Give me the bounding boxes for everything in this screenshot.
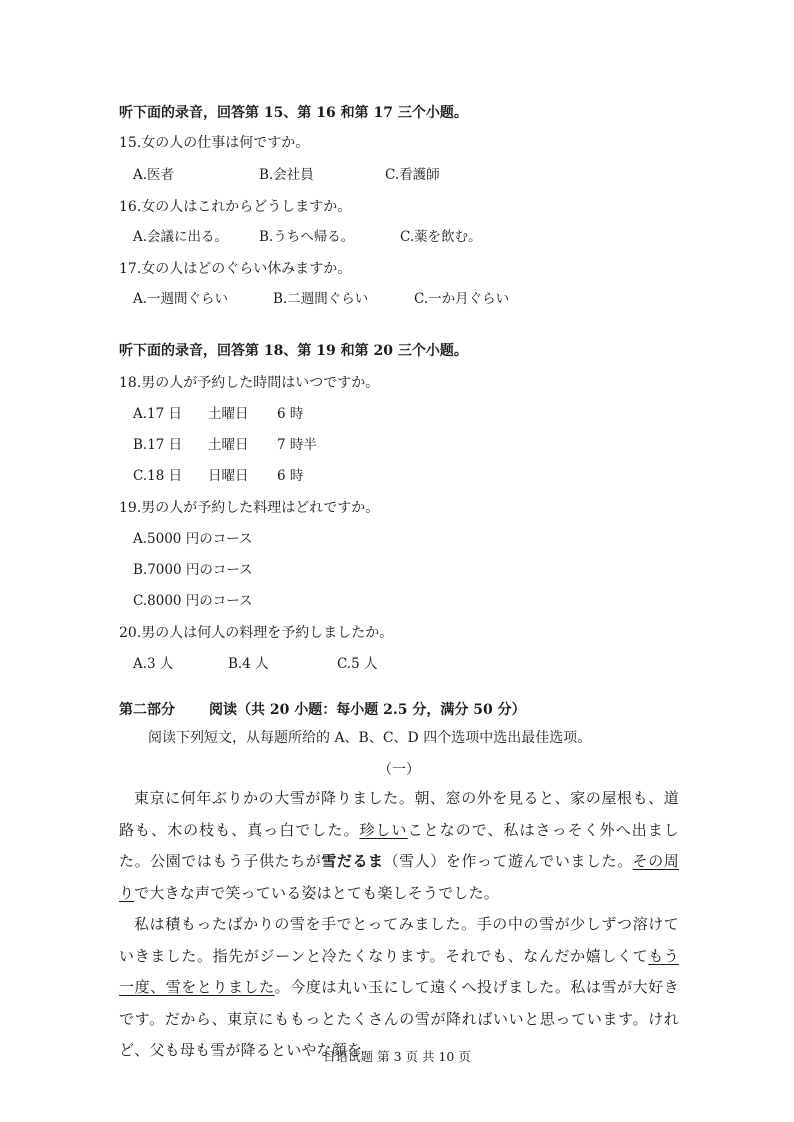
question-17-option-b: B.二週間ぐらい bbox=[273, 291, 369, 307]
question-20-stem: 20.男の人は何人の料理を予約しましたか。 bbox=[119, 625, 394, 641]
question-17-stem: 17.女の人はどのぐらい休みますか。 bbox=[119, 261, 352, 277]
question-18-option-a-day: 土曜日 bbox=[208, 406, 249, 422]
paragraph-1-text-2: ことなので、私はさっそく外へ出ました。公園ではもう子供たちが bbox=[119, 820, 679, 870]
question-18-option-c-time: 6 時 bbox=[277, 468, 304, 484]
reading-instruction: 阅读下列短文，从每题所给的 A、B、C、D 四个选项中选出最佳选项。 bbox=[148, 730, 592, 746]
question-16-option-b: B.うちへ帰る。 bbox=[259, 229, 355, 245]
part-heading-label: 第二部分 bbox=[119, 702, 175, 718]
question-19-option-c: C.8000 円のコース bbox=[133, 593, 253, 609]
question-15-option-c: C.看護師 bbox=[385, 167, 440, 183]
passage-number: （一） bbox=[378, 762, 420, 778]
question-20-option-a: A.3 人 bbox=[133, 656, 174, 672]
question-17-option-c: C.一か月ぐらい bbox=[414, 291, 510, 307]
question-19-option-b: B.7000 円のコース bbox=[133, 562, 253, 578]
question-20-option-c: C.5 人 bbox=[337, 656, 378, 672]
passage-paragraph-2 bbox=[119, 909, 679, 1067]
paragraph-1-text-1: 東京に何年ぶりかの大雪が降りました。朝、窓の外を見ると、家の屋根も、道路も、木の枝も、真っ白でした。 bbox=[119, 789, 679, 839]
underlined-phrase-sono-mawari: その周り bbox=[119, 852, 679, 902]
question-16-option-c: C.薬を飲む。 bbox=[400, 229, 482, 245]
underlined-phrase-mou-ichido: もう一度、雪をとりました bbox=[119, 946, 679, 996]
question-18-option-b-time: 7 時半 bbox=[277, 437, 317, 453]
paragraph-1-text-4: で大きな声で笑っている姿はとても楽しそうでした。 bbox=[134, 883, 500, 902]
bold-term-yukidaruma: 雪だるま bbox=[321, 852, 384, 870]
page-footer: 日语试题 第 3 页 共 10 页 bbox=[323, 1049, 471, 1064]
question-20-option-b: B.4 人 bbox=[228, 656, 269, 672]
question-18-option-b-label: B.17 日 bbox=[133, 437, 183, 453]
paragraph-1-text-3: （雪人）を作って遊んでいました。 bbox=[383, 852, 633, 870]
question-18-stem: 18.男の人が予約した時間はいつですか。 bbox=[119, 375, 380, 391]
question-19-stem: 19.男の人が予約した料理はどれですか。 bbox=[119, 500, 380, 516]
paragraph-2-text-1: 私は積もったばかりの雪を手でとってみました。手の中の雪が少しずつ溶けていきました。指先がジーンと冷たくなります。それでも、なんだか嬉しくて bbox=[119, 915, 679, 965]
question-18-option-c-day: 日曜日 bbox=[208, 468, 249, 484]
question-15-stem: 15.女の人の仕事は何ですか。 bbox=[119, 135, 310, 151]
question-17-option-a: A.一週間ぐらい bbox=[133, 291, 229, 307]
question-18-option-b-day: 土曜日 bbox=[208, 437, 249, 453]
paragraph-2-text-2: 。今度は丸い玉にして遠くへ投げました。私は雪が大好きです。だから、東京にももっとたくさんの雪が降ればいいと思っています。けれど、父も母も雪が降るといやな顔を bbox=[119, 978, 679, 1059]
question-18-option-c-label: C.18 日 bbox=[133, 468, 183, 484]
question-15-option-b: B.会社員 bbox=[259, 167, 314, 183]
passage-paragraph-1 bbox=[119, 783, 679, 909]
section-instruction-2: 听下面的录音，回答第 18、第 19 和第 20 三个小题。 bbox=[119, 343, 468, 359]
question-18-option-a-label: A.17 日 bbox=[133, 406, 183, 422]
question-18-option-a-time: 6 時 bbox=[277, 406, 304, 422]
question-15-option-a: A.医者 bbox=[133, 167, 175, 183]
part-heading-detail: 阅读（共 20 小题：每小题 2.5 分，满分 50 分） bbox=[209, 702, 526, 718]
section-instruction-1: 听下面的录音，回答第 15、第 16 和第 17 三个小题。 bbox=[119, 105, 468, 121]
question-16-stem: 16.女の人はこれからどうしますか。 bbox=[119, 199, 352, 215]
question-16-option-a: A.会議に出る。 bbox=[133, 229, 229, 245]
question-19-option-a: A.5000 円のコース bbox=[133, 531, 253, 547]
underlined-phrase-mezurashii: 珍しい bbox=[359, 820, 408, 839]
